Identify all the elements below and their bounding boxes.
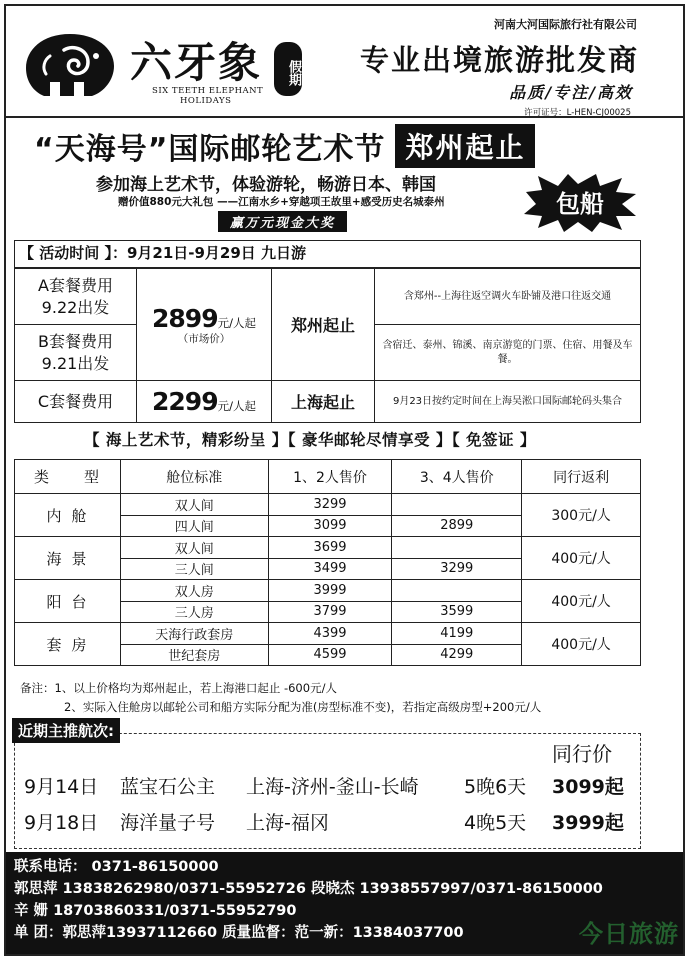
cruise-price: 3999起	[552, 812, 624, 834]
package-row-c	[15, 381, 641, 423]
event-label: 【 活动时间 】：	[19, 244, 127, 262]
price-34	[392, 537, 522, 559]
cabin-price-table	[14, 459, 641, 666]
package-c-price-value: 2299	[152, 387, 218, 416]
charter-burst-badge	[520, 172, 640, 234]
gift-line: 赠价值880元大礼包 ——江南水乡+穿越项王故里+感受历史名城泰州	[118, 196, 445, 208]
package-ab-price-value: 2899	[152, 303, 218, 333]
company-name: 河南大河国际旅行社有限公司	[494, 18, 637, 31]
brand-seal: 假期	[274, 42, 302, 96]
brand-name: 六牙象	[130, 38, 263, 87]
promo-title-row	[34, 126, 535, 166]
cruise-ship: 蓝宝石公主	[120, 776, 216, 798]
package-b-name: B套餐费用 9.21出发	[15, 325, 137, 381]
room-type: 世纪套房	[120, 644, 268, 666]
cruise-route: 上海-福冈	[246, 812, 329, 834]
header-price-12: 1、2人售价	[268, 460, 392, 494]
package-c-departure: 上海起止	[272, 381, 375, 423]
rebate: 400元/人	[522, 537, 641, 580]
header-room: 舱位标准	[120, 460, 268, 494]
room-type: 双人房	[120, 580, 268, 602]
license-number: 许可证号：L-HEN-CJ00025	[524, 108, 631, 118]
price-unit: 元/人起	[217, 399, 256, 413]
package-table	[14, 268, 641, 423]
rebate: 400元/人	[522, 623, 641, 666]
cabin-type: 阳台	[15, 580, 121, 623]
price-34	[392, 494, 522, 516]
remark-line-1: 备注：1、以上价格均为郑州起止，若上海港口起止 -600元/人	[20, 681, 337, 695]
package-c-name: C套餐费用	[15, 381, 137, 423]
contact-line-1: 联系电话： 0371-86150000	[14, 859, 219, 875]
package-ab-departure: 郑州起止	[272, 269, 375, 381]
cruise-ship: 海洋量子号	[120, 812, 216, 834]
highlights-line: 【 海上艺术节，精彩纷呈 】【 豪华邮轮尽情享受 】【 免签证 】	[84, 431, 536, 449]
contact-line-4: 单 团：郭思萍13937112660 质量监督：范一新：13384037700	[14, 925, 464, 941]
cruise-route: 上海-济州-釜山-长崎	[246, 776, 419, 798]
cruise-duration: 5晚6天	[464, 776, 527, 798]
price-12: 3799	[268, 601, 392, 623]
room-type: 四人间	[120, 515, 268, 537]
contact-line-2: 郭思萍 13838262980/0371-55952726 段晓杰 13938557997/0371-86150000	[14, 881, 603, 897]
table-row	[15, 494, 641, 516]
contact-line-3: 辛 姗 18703860331/0371-55952790	[14, 903, 297, 919]
cabin-type: 海景	[15, 537, 121, 580]
header-type: 类 型	[15, 460, 121, 494]
table-row	[15, 537, 641, 559]
package-ab-price	[137, 269, 272, 381]
price-12: 3499	[268, 558, 392, 580]
elephant-logo-icon	[20, 30, 120, 100]
room-type: 双人间	[120, 494, 268, 516]
cabin-type: 套房	[15, 623, 121, 666]
market-price-note: （市场价）	[177, 332, 231, 345]
cruise-duration: 4晚5天	[464, 812, 527, 834]
price-12: 3999	[268, 580, 392, 602]
package-b-note: 含宿迁、泰州、锦溪、南京游览的门票、住宿、用餐及车餐。	[375, 325, 641, 381]
price-12: 3699	[268, 537, 392, 559]
header-rebate: 同行返利	[522, 460, 641, 494]
price-12: 3099	[268, 515, 392, 537]
price-34: 4299	[392, 644, 522, 666]
promo-tag: 郑州起止	[395, 124, 535, 168]
cabin-table-header	[15, 460, 641, 494]
price-34: 3599	[392, 601, 522, 623]
remarks	[20, 679, 541, 717]
price-34: 2899	[392, 515, 522, 537]
watermark: 今日旅游	[579, 920, 679, 948]
rebate: 300元/人	[522, 494, 641, 537]
quality-tagline: 品质/专注/高效	[509, 83, 633, 102]
table-row	[15, 623, 641, 645]
brand-english: SIX TEETH ELEPHANT HOLIDAYS	[152, 86, 264, 106]
promo-subtitle: 参加海上艺术节，体验游轮，畅游日本、韩国	[96, 175, 436, 195]
rebate: 400元/人	[522, 580, 641, 623]
cruise-list-title: 近期主推航次:	[12, 718, 120, 743]
package-row-a	[15, 269, 641, 325]
header-price-34: 3、4人售价	[392, 460, 522, 494]
cabin-type: 内舱	[15, 494, 121, 537]
cruise-price: 3099起	[552, 776, 624, 798]
package-a-name: A套餐费用 9.22出发	[15, 269, 137, 325]
price-34: 3299	[392, 558, 522, 580]
event-time	[14, 240, 641, 268]
prize-banner: 赢万元现金大奖	[218, 211, 347, 232]
slogan: 专业出境旅游批发商	[359, 43, 639, 77]
event-dates: 9月21日-9月29日 九日游	[126, 244, 307, 262]
room-type: 天海行政套房	[120, 623, 268, 645]
charter-label: 包船	[556, 190, 604, 218]
remark-line-2: 2、实际入住舱房以邮轮公司和船方实际分配为准(房型标准不变)，若指定高级房型+200元/人	[64, 700, 542, 714]
price-34	[392, 580, 522, 602]
price-34: 4199	[392, 623, 522, 645]
price-12: 3299	[268, 494, 392, 516]
peer-price-label: 同行价	[552, 742, 612, 766]
promo-title: “天海号”国际邮轮艺术节	[34, 132, 386, 167]
package-c-note: 9月23日按约定时间在上海吴淞口国际邮轮码头集合	[375, 381, 641, 423]
table-row	[15, 580, 641, 602]
room-type: 三人间	[120, 558, 268, 580]
price-12: 4399	[268, 623, 392, 645]
package-a-note: 含郑州--上海往返空调火车卧铺及港口往返交通	[375, 269, 641, 325]
price-unit: 元/人起	[217, 315, 256, 330]
room-type: 双人间	[120, 537, 268, 559]
room-type: 三人房	[120, 601, 268, 623]
price-12: 4599	[268, 644, 392, 666]
cruise-date: 9月14日	[24, 776, 99, 798]
cruise-date: 9月18日	[24, 812, 99, 834]
package-c-price	[137, 381, 272, 423]
header	[6, 6, 683, 118]
